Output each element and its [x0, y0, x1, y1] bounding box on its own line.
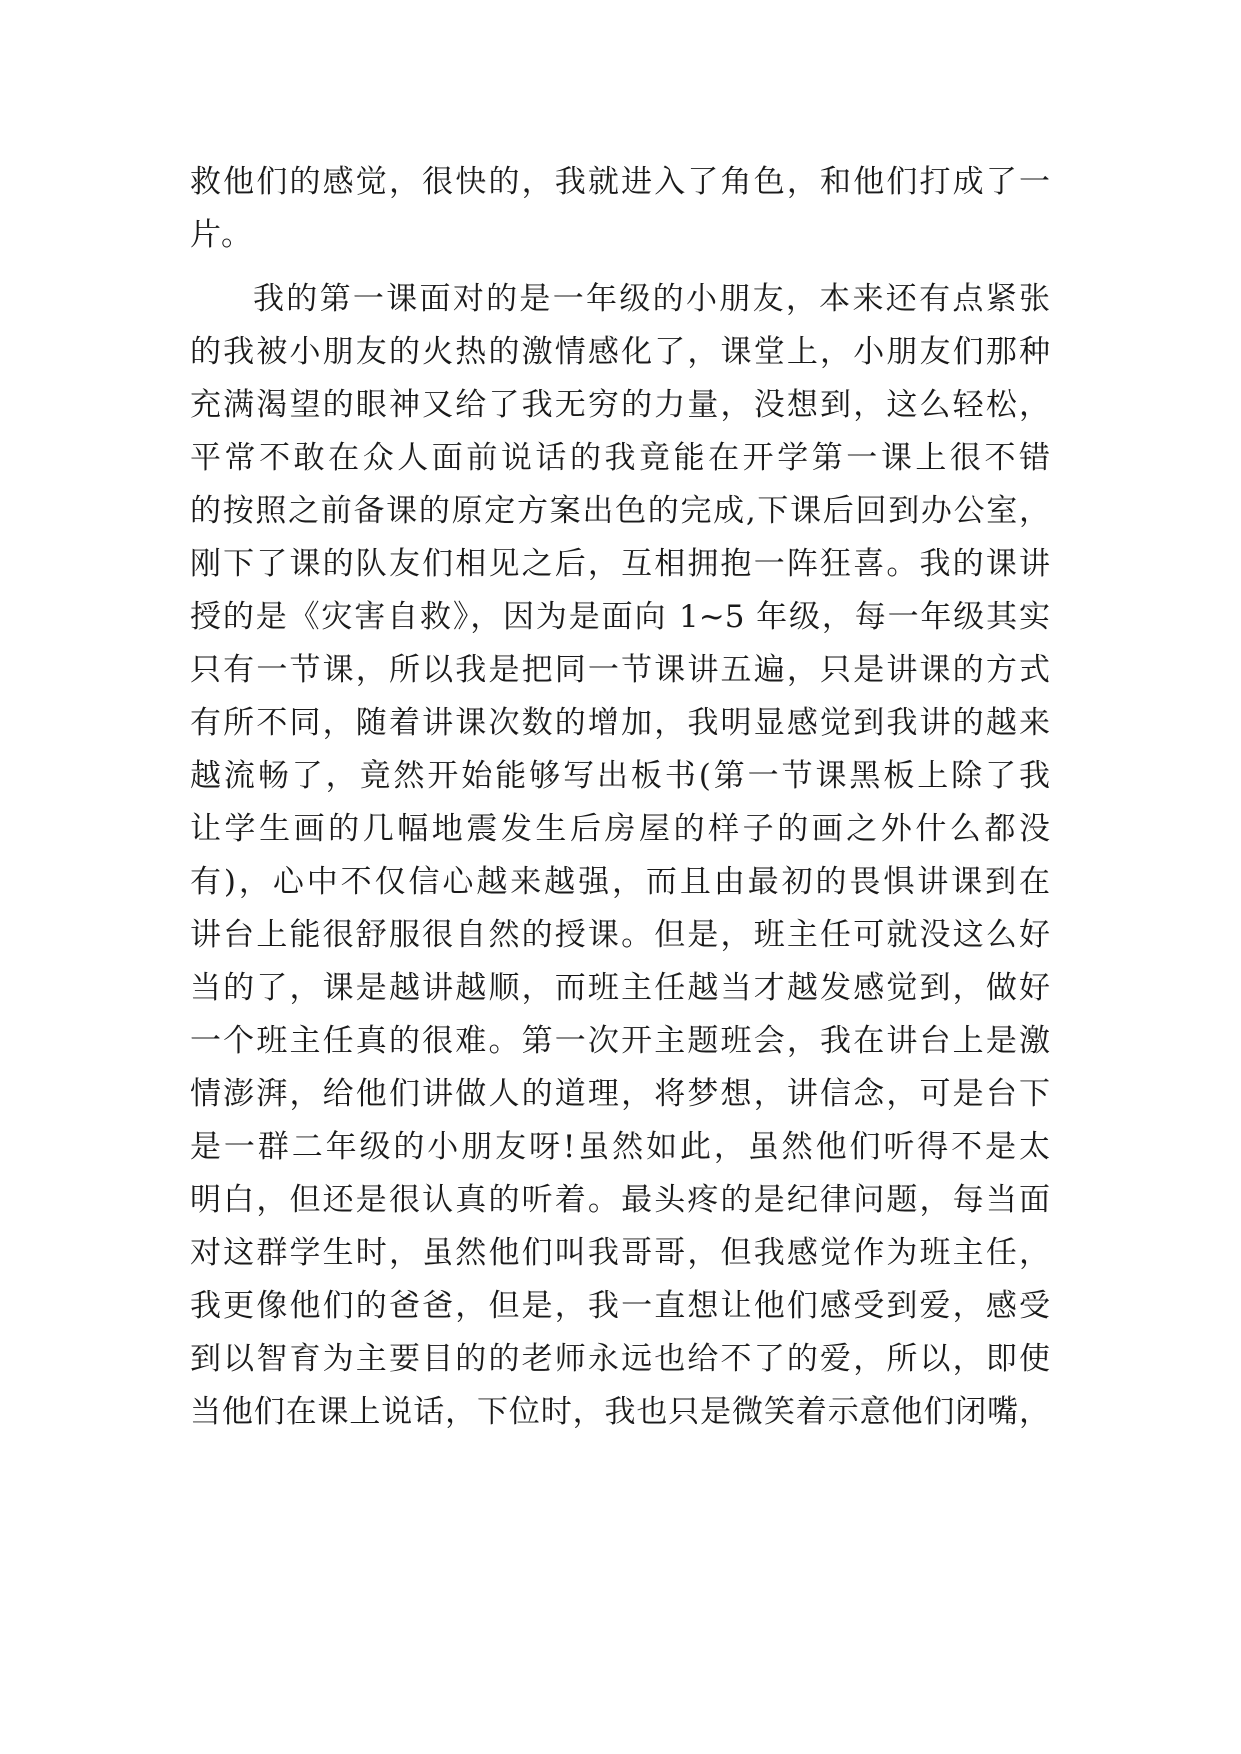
text-line: 情澎湃，给他们讲做人的道理，将梦想，讲信念，可是台下 [190, 1076, 1050, 1112]
text-line: 对这群学生时，虽然他们叫我哥哥，但我感觉作为班主任， [190, 1235, 1050, 1271]
text-line: 有所不同，随着讲课次数的增加，我明显感觉到我讲的越来 [190, 705, 1050, 741]
text-line: 充满渴望的眼神又给了我无穷的力量，没想到，这么轻松， [190, 387, 1050, 423]
text-line: 救他们的感觉，很快的，我就进入了角色，和他们打成了一 [190, 164, 1050, 200]
text-line [190, 1439, 1050, 1492]
paragraph-first-line: 我的第一课面对的是一年级的小朋友，本来还有点紧张 [253, 281, 1050, 317]
text-line: 有)，心中不仅信心越来越强，而且由最初的畏惧讲课到在 [190, 864, 1050, 900]
text-line: 平常不敢在众人面前说话的我竟能在开学第一课上很不错 [190, 440, 1050, 476]
text-line: 的我被小朋友的火热的激情感化了，课堂上，小朋友们那种 [190, 334, 1050, 370]
text-line: 越流畅了，竟然开始能够写出板书(第一节课黑板上除了我 [190, 758, 1050, 794]
text-line: 讲台上能很舒服很自然的授课。但是，班主任可就没这么好 [190, 917, 1050, 953]
text-line: 当他们在课上说话，下位时，我也只是微笑着示意他们闭嘴， [190, 1394, 1050, 1430]
text-line: 明白，但还是很认真的听着。最头疼的是纪律问题，每当面 [190, 1182, 1050, 1218]
text-line: 我更像他们的爸爸，但是，我一直想让他们感受到爱，感受 [190, 1288, 1050, 1324]
text-line: 让学生画的几幅地震发生后房屋的样子的画之外什么都没 [190, 811, 1050, 847]
text-line: 片。 [190, 217, 252, 253]
text-line: 当的了，课是越讲越顺，而班主任越当才越发感觉到，做好 [190, 970, 1050, 1006]
body-text [190, 156, 1050, 1492]
text-line: 是一群二年级的小朋友呀!虽然如此，虽然他们听得不是太 [190, 1129, 1050, 1165]
text-line: 刚下了课的队友们相见之后，互相拥抱一阵狂喜。我的课讲 [190, 546, 1050, 582]
text-line: 只有一节课，所以我是把同一节课讲五遍，只是讲课的方式 [190, 652, 1050, 688]
text-line: 的按照之前备课的原定方案出色的完成,下课后回到办公室， [190, 493, 1050, 529]
text-line: 授的是《灾害自救》，因为是面向 1~5 年级，每一年级其实 [190, 599, 1050, 635]
text-line: 一个班主任真的很难。第一次开主题班会，我在讲台上是激 [190, 1023, 1050, 1059]
text-line: 到以智育为主要目的的老师永远也给不了的爱，所以，即使 [190, 1341, 1050, 1377]
